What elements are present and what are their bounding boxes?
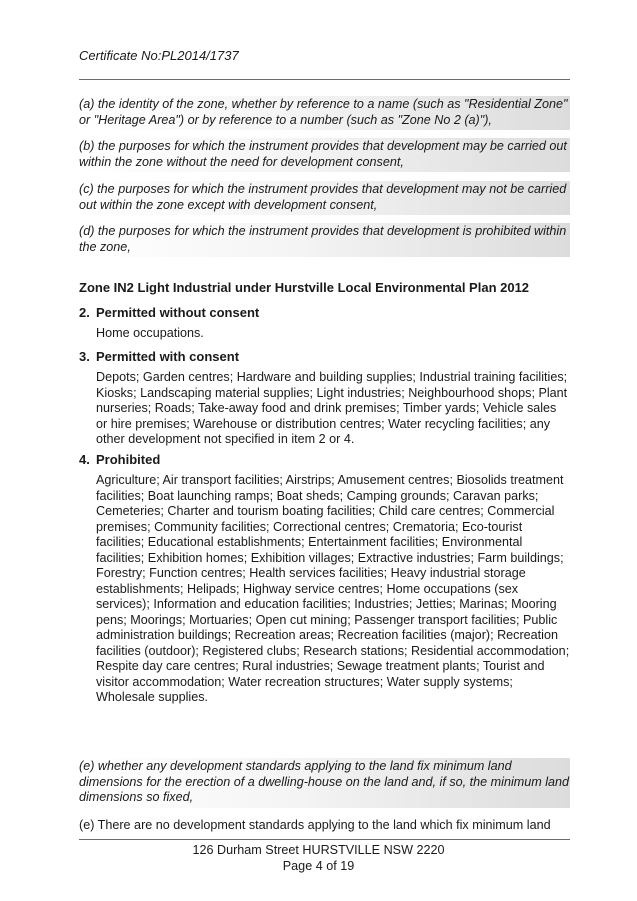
item-title-text: Permitted without consent xyxy=(96,305,260,320)
item-number: 2. xyxy=(79,305,90,320)
question-b: (b) the purposes for which the instrument provides that development may be carried out within the zone without the need for development consent, xyxy=(79,138,570,172)
item-title-permitted-with-consent xyxy=(79,349,239,364)
question-a: (a) the identity of the zone, whether by reference to a name (such as "Residential Zone" or "Heritage Area") or by reference to a number (such as "Zone No 2 (a)"), xyxy=(79,96,570,130)
page-number: Page 4 of 19 xyxy=(282,859,355,873)
question-c: (c) the purposes for which the instrument provides that development may not be carried out within the zone except with development consent, xyxy=(79,181,570,215)
item-number: 3. xyxy=(79,349,90,364)
item-title-permitted-without-consent xyxy=(79,305,259,320)
zone-heading: Zone IN2 Light Industrial under Hurstville Local Environmental Plan 2012 xyxy=(79,280,530,295)
item-body-permitted-without-consent: Home occupations. xyxy=(96,326,204,340)
item-number: 4. xyxy=(79,452,90,467)
footer-divider xyxy=(79,839,570,840)
item-title-text: Permitted with consent xyxy=(96,349,240,364)
item-body-permitted-with-consent: Depots; Garden centres; Hardware and building supplies; Industrial training facilities; Kiosks; Landscaping material supplies; Light industries; Neighbourhood shops; Plant nurseries; Roads; Take-away food and drink premises; Timber yards; Vehicle sales or hire premises; Warehouse or distribution centres; Water recycling facilities; any other development not specified in item 2 or 4. xyxy=(96,370,568,446)
question-e: (e) whether any development standards applying to the land fix minimum land dimensions for the erection of a dwelling-house on the land and, if so, the minimum land dimensions so fixed, xyxy=(79,758,570,808)
item-title-text: Prohibited xyxy=(96,452,161,467)
footer-address: 126 Durham Street HURSTVILLE NSW 2220 xyxy=(192,843,445,857)
certificate-number: Certificate No:PL2014/1737 xyxy=(79,48,239,63)
answer-e: (e) There are no development standards applying to the land which fix minimum land xyxy=(79,818,551,832)
item-body-prohibited: Agriculture; Air transport facilities; Airstrips; Amusement centres; Biosolids treatment facilities; Boat launching ramps; Boat sheds; Camping grounds; Caravan parks; Cemeteries; Charter and tourism boating facilities; Child care centres; Commercial premises; Community facilities; Correctional centres; Crematoria; Eco-tourist facilities; Educational establishments; Entertainment facilities; Environmental facilities; Exhibition homes; Exhibition villages; Extractive industries; Farm buildings; Forestry; Function centres; Health services facilities; Heavy industrial storage establishments; Helipads; Highway service centres; Home occupations (sex services); Information and education facilities; Industries; Jetties; Marinas; Mooring pens; Moorings; Mortuaries; Open cut mining; Passenger transport facilities; Public administration buildings; Recreation areas; Recreation facilities (major); Recreation facilities (outdoor); Registered clubs; Research stations; Residential accommodation; Respite day care centres; Rural industries; Sewage treatment plants; Tourist and visitor accommodation; Water recreation structures; Water supply systems; Wholesale supplies. xyxy=(96,473,570,704)
header-divider xyxy=(79,79,570,80)
question-d: (d) the purposes for which the instrument provides that development is prohibited within the zone, xyxy=(79,223,570,257)
item-title-prohibited xyxy=(79,452,160,467)
